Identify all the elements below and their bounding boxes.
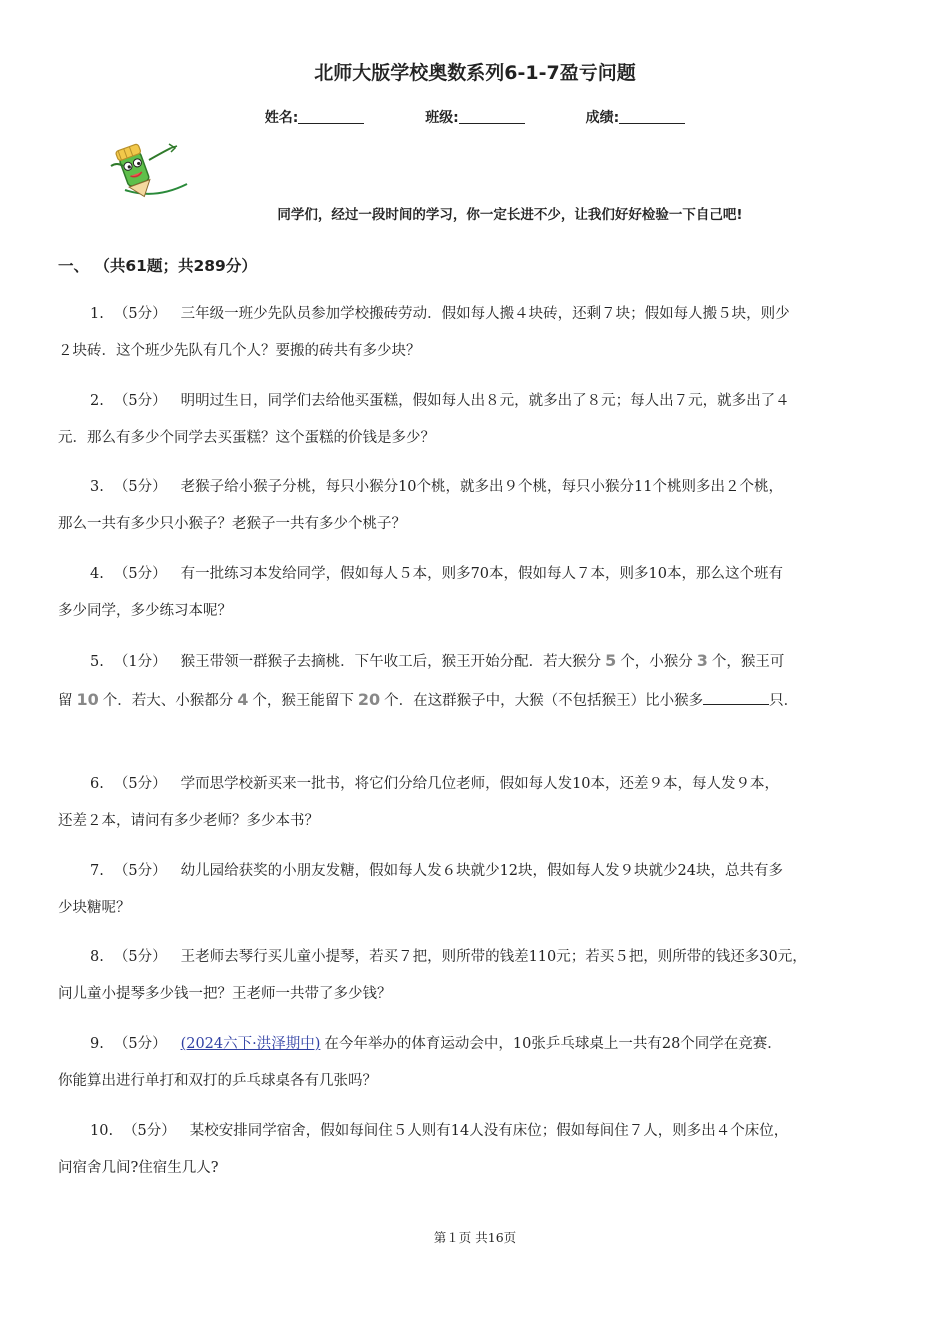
question-item: [58, 469, 900, 543]
question-text: 王老师去琴行买儿童小提琴，若买７把，则所带的钱差110元；若买５把，则所带的钱还多30元，: [180, 949, 807, 965]
section-heading: 一、 （共61题；共289分）: [58, 257, 257, 275]
question-text: 猴王带领一群猴子去摘桃．下午收工后，猴王开始分配．若大猴分: [180, 654, 602, 670]
question-text: 留: [58, 693, 73, 709]
question-score: （5分）: [113, 306, 167, 322]
question-text: 个，猴王能留下: [252, 693, 354, 709]
question-number: 7.: [90, 863, 104, 879]
question-text: 三年级一班少先队员参加学校搬砖劳动．假如每人搬４块砖，还剩７块；假如每人搬５块，则少: [180, 306, 790, 322]
question-score: （5分）: [123, 1123, 176, 1139]
question-text: 个．在这群猴子中，大猴（不包括猴王）比小猴多: [384, 693, 704, 709]
question-text: 有一批练习本发给同学，假如每人５本，则多70本，假如每人７本，则多10本，那么这个班有: [180, 566, 783, 582]
question-item: [58, 1113, 900, 1187]
class-field[interactable]: [425, 107, 525, 127]
question-item: [58, 556, 900, 630]
name-field[interactable]: [265, 107, 365, 127]
math-number: 3: [696, 651, 708, 670]
question-item: [58, 642, 900, 720]
question-text: 多少同学，多少练习本呢？: [58, 603, 232, 619]
score-label: 成绩:: [585, 110, 620, 126]
name-blank[interactable]: [298, 109, 364, 124]
question-text: 明明过生日，同学们去给他买蛋糕，假如每人出８元，就多出了８元；每人出７元，就多出了４: [180, 393, 790, 409]
question-text: 元．那么有多少个同学去买蛋糕？这个蛋糕的价钱是多少？: [58, 430, 435, 446]
student-info-row: [0, 107, 950, 127]
class-blank[interactable]: [459, 109, 525, 124]
question-item: [58, 383, 900, 457]
question-text: 个．若大、小猴都分: [102, 693, 234, 709]
question-text: 你能算出进行单打和双打的乒乓球桌各有几张吗？: [58, 1073, 377, 1089]
page-title: 北师大版学校奥数系列6-1-7盈亏问题: [314, 62, 636, 84]
question-number: 10.: [90, 1123, 114, 1139]
class-label: 班级:: [425, 110, 459, 126]
math-number: 4: [237, 690, 249, 709]
question-text: 个，小猴分: [620, 654, 693, 670]
answer-blank[interactable]: [703, 690, 769, 705]
question-item: [58, 853, 900, 927]
source-link[interactable]: (2024六下·洪泽期中): [180, 1036, 321, 1052]
math-number: 5: [605, 651, 617, 670]
question-item: [58, 296, 900, 370]
question-score: （5分）: [113, 566, 167, 582]
question-text: 那么一共有多少只小猴子？老猴子一共有多少个桃子？: [58, 516, 406, 532]
question-text: 只．: [769, 693, 799, 709]
score-blank[interactable]: [619, 109, 685, 124]
question-score: （5分）: [113, 479, 167, 495]
question-number: 9.: [90, 1036, 104, 1052]
question-number: 3.: [90, 479, 104, 495]
math-number: 20: [357, 690, 381, 709]
question-text: 学而思学校新买来一批书，将它们分给几位老师，假如每人发10本，还差９本，每人发９本，: [180, 776, 780, 792]
question-score: （5分）: [113, 949, 167, 965]
name-label: 姓名:: [264, 110, 299, 126]
question-text: 在今年举办的体育运动会中，10张乒乓球桌上一共有28个同学在竞赛．: [324, 1036, 782, 1052]
question-number: 5.: [90, 654, 104, 670]
page-footer: 第１页 共16页: [433, 1230, 517, 1245]
question-text: 个，猴王可: [711, 654, 785, 670]
question-score: （1分）: [113, 654, 167, 670]
greeting-text: 同学们，经过一段时间的学习，你一定长进不少，让我们好好检验一下自己吧!: [277, 207, 743, 223]
question-score: （5分）: [113, 776, 167, 792]
question-number: 8.: [90, 949, 104, 965]
question-number: 2.: [90, 393, 104, 409]
question-score: （5分）: [113, 393, 167, 409]
question-item: [58, 939, 900, 1013]
question-text: 少块糖呢？: [58, 900, 131, 916]
score-field[interactable]: [586, 107, 686, 127]
question-item: [58, 766, 900, 840]
math-number: 10: [76, 690, 99, 709]
question-text: 幼儿园给获奖的小朋友发糖，假如每人发６块就少12块，假如每人发９块就少24块，总共有多: [180, 863, 783, 879]
question-text: 某校安排同学宿舍，假如每间住５人则有14人没有床位；假如每间住７人，则多出４个床位，: [189, 1123, 789, 1139]
question-number: 4.: [90, 566, 104, 582]
question-text: 老猴子给小猴子分桃，每只小猴分10个桃，就多出９个桃，每只小猴分11个桃则多出２个桃，: [180, 479, 783, 495]
question-text: 问宿舍几间?住宿生几人?: [58, 1160, 219, 1176]
question-number: 6.: [90, 776, 104, 792]
question-text: 问儿童小提琴多少钱一把？王老师一共带了多少钱？: [58, 986, 392, 1002]
question-text: 还差２本，请问有多少老师？多少本书？: [58, 813, 319, 829]
pencil-mascot-icon: [105, 138, 191, 202]
question-text: ２块砖．这个班少先队有几个人？要搬的砖共有多少块？: [58, 343, 421, 359]
question-item: [58, 1026, 900, 1100]
question-number: 1.: [90, 306, 104, 322]
question-score: （5分）: [113, 1036, 167, 1052]
question-score: （5分）: [113, 863, 167, 879]
